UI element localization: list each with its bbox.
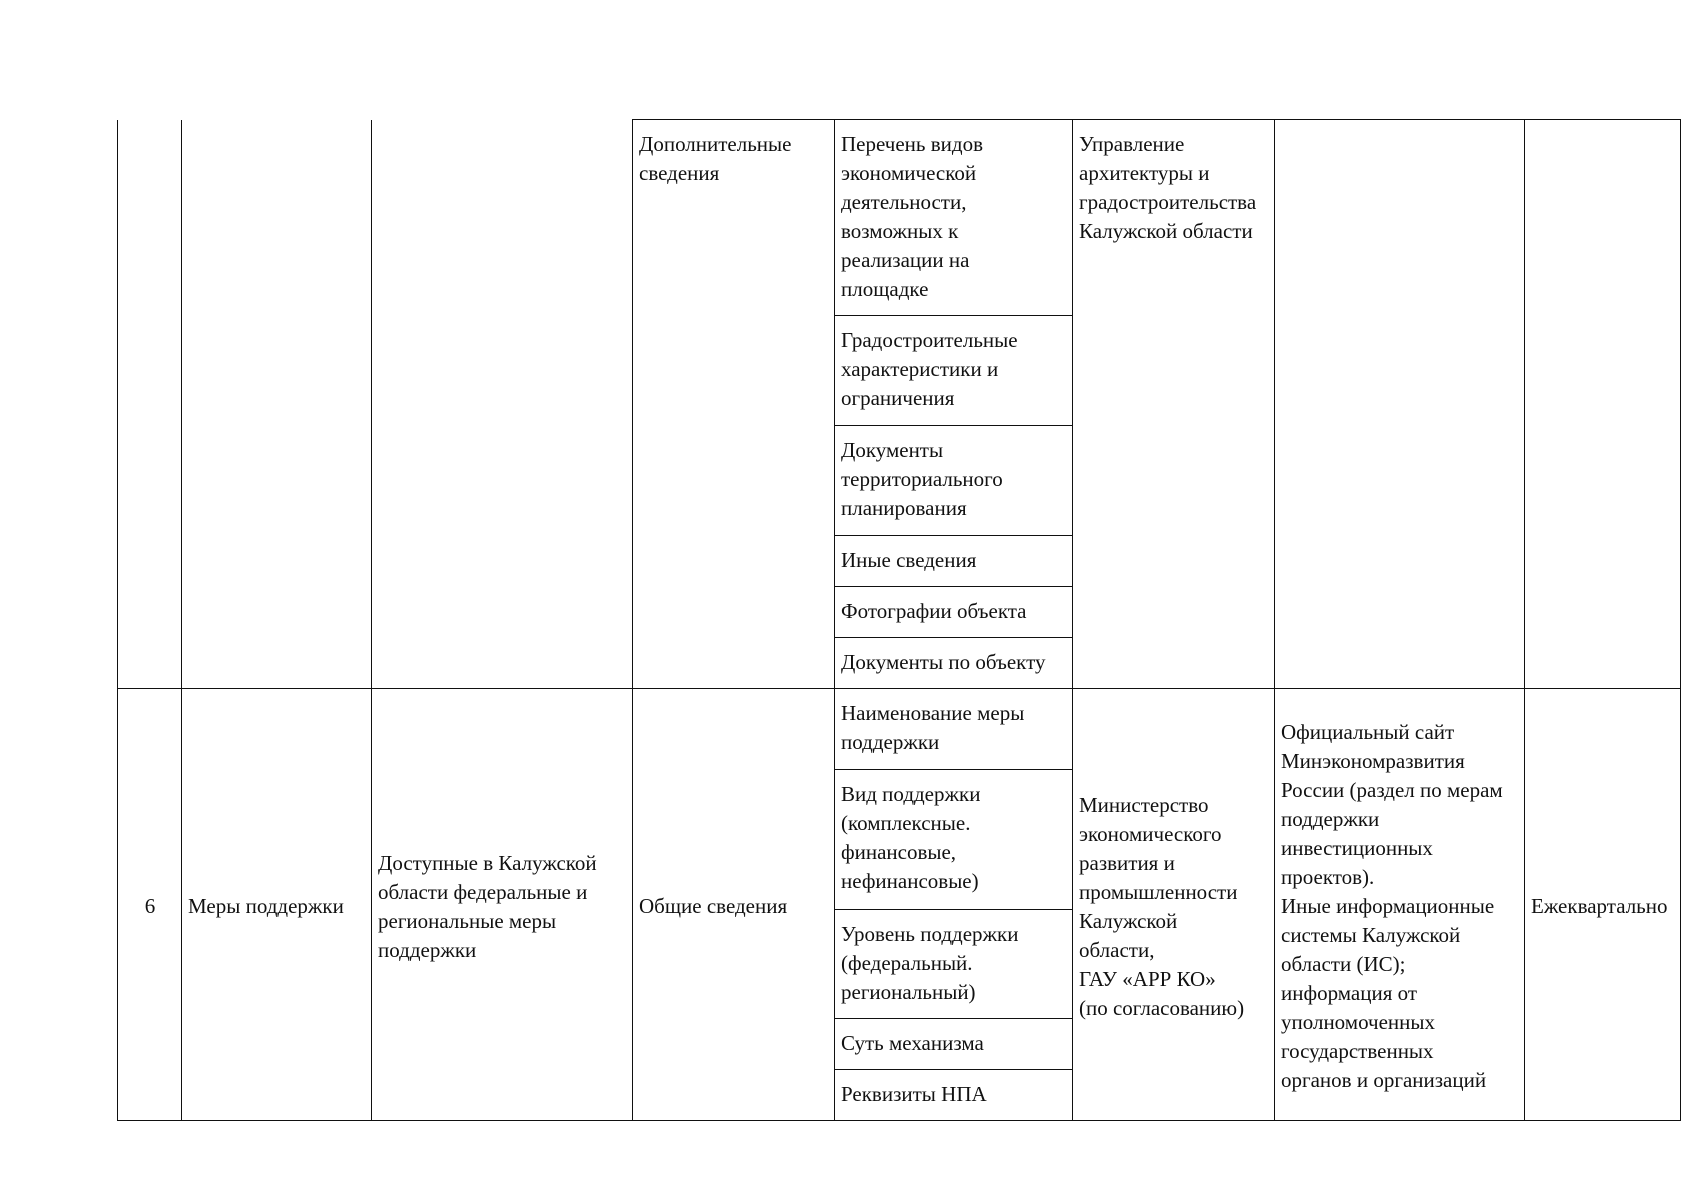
item-cell bbox=[835, 689, 1073, 770]
frequency-cell bbox=[1525, 689, 1681, 1121]
responsible-label: Управление архитектуры и градостроительства Калужской области bbox=[1079, 132, 1257, 243]
section-cell bbox=[633, 120, 835, 689]
table-row bbox=[118, 689, 1681, 770]
item-cell bbox=[835, 120, 1073, 316]
item-cell bbox=[835, 1070, 1073, 1121]
item-label: Перечень видов экономической деятельности, возможных к реализации на площадке bbox=[841, 132, 983, 301]
number-cell bbox=[118, 689, 182, 1121]
description-cell bbox=[372, 120, 633, 689]
measure-description: Доступные в Калужской области федеральные и региональные меры поддержки bbox=[378, 850, 597, 962]
item-label: Суть механизма bbox=[841, 1031, 984, 1055]
source-cell bbox=[1275, 689, 1525, 1121]
item-label: Фотографии объекта bbox=[841, 599, 1027, 623]
section-label: Дополнительные сведения bbox=[639, 132, 792, 185]
item-cell bbox=[835, 910, 1073, 1019]
item-label: Иные сведения bbox=[841, 548, 977, 572]
section-label: Общие сведения bbox=[639, 894, 788, 918]
item-label: Наименование меры поддержки bbox=[841, 701, 1025, 754]
responsible-label: Министерство экономического развития и промышленности Калужской области, ГАУ «АРР КО» (по согласованию) bbox=[1079, 792, 1245, 1020]
item-label: Вид поддержки (комплексные. финансовые, нефинансовые) bbox=[841, 782, 981, 893]
number-cell bbox=[118, 120, 182, 689]
item-label: Градостроительные характеристики и ограничения bbox=[841, 328, 1018, 410]
responsible-cell bbox=[1073, 689, 1275, 1121]
name-cell bbox=[182, 689, 372, 1121]
description-cell bbox=[372, 689, 633, 1121]
item-cell bbox=[835, 587, 1073, 638]
source-label: Официальный сайт Минэкономразвития России (раздел по мерам поддержки инвестиционных проектов). Иные информационные системы Калужской области (ИС); информация от уполномоченных государственных органов и организаций bbox=[1281, 720, 1503, 1092]
item-label: Документы территориального планирования bbox=[841, 438, 1003, 520]
item-cell bbox=[835, 770, 1073, 910]
responsible-cell bbox=[1073, 120, 1275, 689]
name-cell bbox=[182, 120, 372, 689]
table-row bbox=[118, 120, 1681, 316]
item-cell bbox=[835, 316, 1073, 426]
item-cell bbox=[835, 536, 1073, 587]
source-cell bbox=[1275, 120, 1525, 689]
item-label: Документы по объекту bbox=[841, 650, 1046, 674]
frequency-label: Ежеквартально bbox=[1531, 894, 1668, 918]
item-cell bbox=[835, 1019, 1073, 1070]
row-number: 6 bbox=[144, 894, 156, 918]
frequency-cell bbox=[1525, 120, 1681, 689]
data-table bbox=[117, 119, 1681, 1121]
measure-name: Меры поддержки bbox=[188, 894, 344, 918]
section-cell bbox=[633, 689, 835, 1121]
item-label: Реквизиты НПА bbox=[841, 1082, 987, 1106]
item-cell bbox=[835, 638, 1073, 689]
item-cell bbox=[835, 426, 1073, 536]
item-label: Уровень поддержки (федеральный. региональный) bbox=[841, 922, 1019, 1004]
